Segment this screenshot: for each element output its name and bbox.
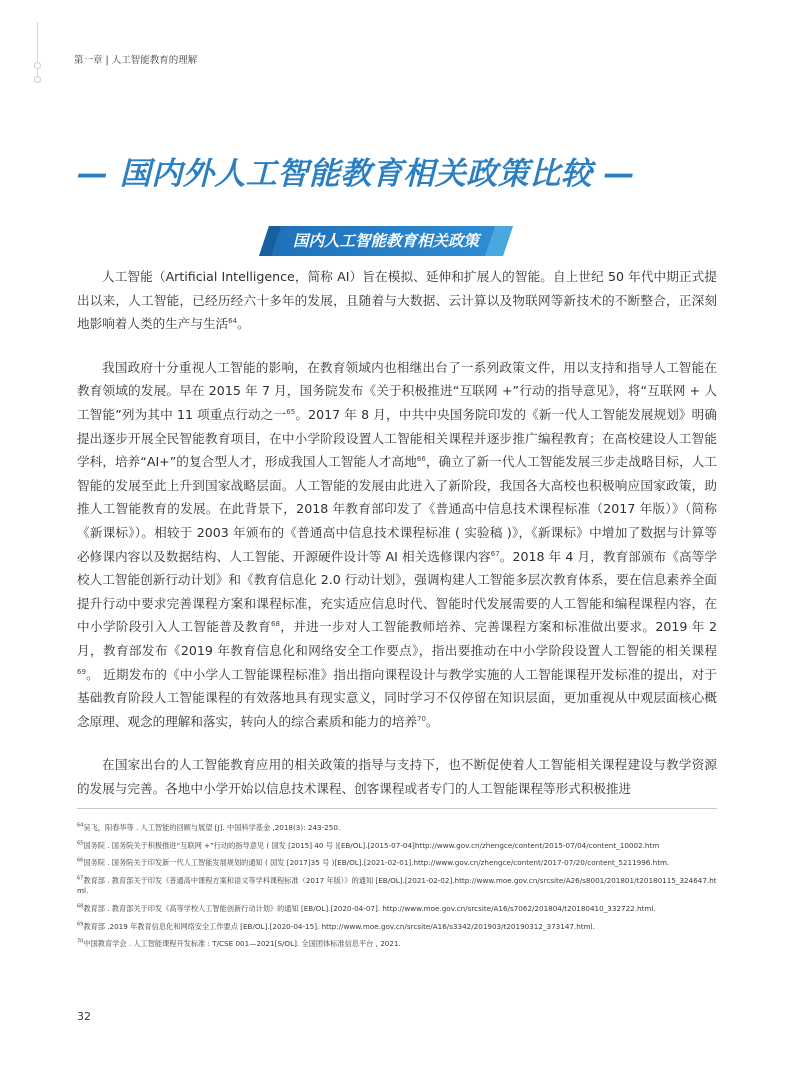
footnote-text: 教育部 . 教育部关于印发《普通高中课程方案和语文等学科课程标准（2017 年版）》的通知 [EB/OL].[2021-02-02].http://www.moe.gov.cn/srcsite/A26/s8001/201801/t20180115_324647.html.	[77, 875, 717, 896]
footnote-text: 教育部 .2019 年教育信息化和网络安全工作要点 [EB/OL].[2020-04-15]. http://www.moe.gov.cn/srcsite/A16/s3342/201903/t20190312_373147.html.	[83, 921, 595, 931]
paragraph-text: 。	[237, 316, 250, 332]
footnote	[77, 841, 717, 852]
footnote-text: 中国教育学会 . 人工智能课程开发标准 : T/CSE 001—2021[S/OL]. 全国团体标准信息平台 , 2021.	[83, 939, 401, 949]
footnote-ref: 69	[77, 667, 86, 676]
paragraph-text: 。2018 年 4 月，教育部颁布《高等学校人工智能创新行动计划》和《教育信息化 2.0 行动计划》，强调构建人工智能多层次教育体系，要在信息素养全面提升行动中要求完善课程方案和课程标准，充实适应信息时代、智能时代发展需要的人工智能和编程课程内容，在中小学阶段引入人工智能普及教育	[77, 548, 717, 635]
footnote-ref: 64	[228, 317, 238, 325]
body-text	[77, 265, 717, 820]
paragraph	[77, 753, 717, 800]
footnote	[77, 939, 717, 950]
footnote	[77, 904, 717, 915]
paragraph-text: ，并进一步对人工智能教师培养、完善课程方案和标准做出要求。2019 年 2 月，教育部发布《2019 年教育信息化和网络安全工作要点》，指出要推动在中小学阶段设置人工智能的相关课程	[77, 619, 717, 658]
footnote-text: 国务院 . 国务院关于积极推进“互联网 +”行动的指导意见 ( 国发 [2015] 40 号 )[EB/OL].[2015-07-04]http://www.gov.cn/zhengce/content/2015-07/04/content_10002.htm	[83, 840, 660, 850]
paragraph-text: 。	[425, 713, 439, 729]
footnote-number: 65	[77, 840, 84, 847]
footnote-ref: 67	[490, 549, 500, 558]
margin-rule	[37, 22, 38, 80]
paragraph-text: 人工智能（Artificial Intelligence，简称 AI）旨在模拟、延伸和扩展人的智能。自上世纪 50 年代中期正式提出以来，人工智能，已经历经六十多年的发展，且随着与大数据、云计算以及物联网等新技术的不断整合，正深刻地影响着人类的生产与生活	[77, 269, 717, 332]
page-title: — 国内外人工智能教育相关政策比较 —	[77, 156, 636, 192]
footnote-ref: 66	[416, 454, 426, 463]
footnote-ref: 68	[271, 620, 280, 629]
footnote	[77, 823, 717, 834]
paragraph-text: ，确立了新一代人工智能发展三步走战略目标，人工智能的发展至此上升到国家战略层面。人工智能的发展由此进入了新阶段，我国各大高校也积极响应国家政策，助推人工智能教育的发展。在此背景下，2018 年教育部印发了《普通高中信息技术课程标准（2017 年版）》（简称《新课标》）。相较于 2003 年颁布的《普通高中信息技术课程标准 ( 实验稿 )》，《新课标》中增加了数据与计算等必修课内容以及数据结构、人工智能、开源硬件设计等 AI 相关选修课内容	[77, 454, 718, 564]
page-number: 32	[77, 1010, 91, 1023]
footnote-text: 国务院 . 国务院关于印发新一代人工智能发展规划的通知 ( 国发 [2017]35 号 )[EB/OL].[2021-02-01].http://www.gov.cn/zhengce/content/2017-07/20/content_5211996.htm.	[83, 858, 670, 868]
footnote-number: 70	[77, 938, 84, 945]
footnote-text: 吴飞，阳春华等 . 人工智能的回顾与展望 [J]. 中国科学基金 ,2018(3): 243-250.	[83, 823, 341, 832]
footnote-number: 68	[77, 903, 84, 910]
paragraph-text: 在国家出台的人工智能教育应用的相关政策的指导与支持下，也不断促使着人工智能相关课程建设与教学资源的发展与完善。各地中小学开始以信息技术课程、创客课程或者专门的人工智能课程等形式积极推进	[77, 757, 717, 796]
paragraph	[77, 356, 717, 734]
footnote-ref: 70	[417, 714, 426, 723]
footnote	[77, 876, 717, 897]
section-banner	[259, 226, 513, 256]
paragraph-text: 。 近期发布的《中小学人工智能课程标准》指出指向课程设计与教学实施的人工智能课程开发标准的提出，对于基础教育阶段人工智能课程的有效落地具有现实意义，同时学习不仅停留在知识层面，更加重视从中观层面核心概念原理、观念的理解和落实，转向人的综合素质和能力的培养	[77, 666, 717, 729]
footnote-number: 66	[77, 857, 84, 864]
footnote	[77, 922, 717, 933]
footnotes	[77, 823, 717, 957]
footnote-ref: 65	[286, 407, 296, 416]
footnote-text: 教育部 . 教育部关于印发《高等学校人工智能创新行动计划》的通知 [EB/OL].[2020-04-07]. http://www.moe.gov.cn/srcsite/A16/s7062/201804/t20180410_332722.html.	[83, 903, 656, 913]
paragraph-text: 。2017 年 8 月，中共中央国务院印发的《新一代人工智能发展规划》明确提出逐步开展全民智能教育项目，在中小学阶段设置人工智能相关课程并逐步推广编程教育；在高校建设人工智能学科，培养“AI+”的复合型人才，形成我国人工智能人才高地	[77, 406, 717, 470]
footnote-rule	[77, 808, 717, 809]
section-banner-label: 国内人工智能教育相关政策	[292, 232, 479, 250]
footnote-number: 64	[77, 822, 84, 829]
footnote	[77, 858, 717, 869]
paragraph	[77, 265, 717, 336]
running-head: 第一章 | 人工智能教育的理解	[74, 55, 198, 66]
footnote-number: 69	[77, 921, 84, 928]
margin-dot	[34, 62, 41, 69]
footnote-number: 67	[77, 875, 84, 882]
paragraph-text: 我国政府十分重视人工智能的影响，在教育领域内也相继出台了一系列政策文件，用以支持和指导人工智能在教育领域的发展。早在 2015 年 7 月，国务院发布《关于积极推进“互联网 +”行动的指导意见》，将“互联网 + 人工智能”列为其中 11 项重点行动之一	[77, 359, 717, 422]
margin-dot	[34, 76, 41, 83]
